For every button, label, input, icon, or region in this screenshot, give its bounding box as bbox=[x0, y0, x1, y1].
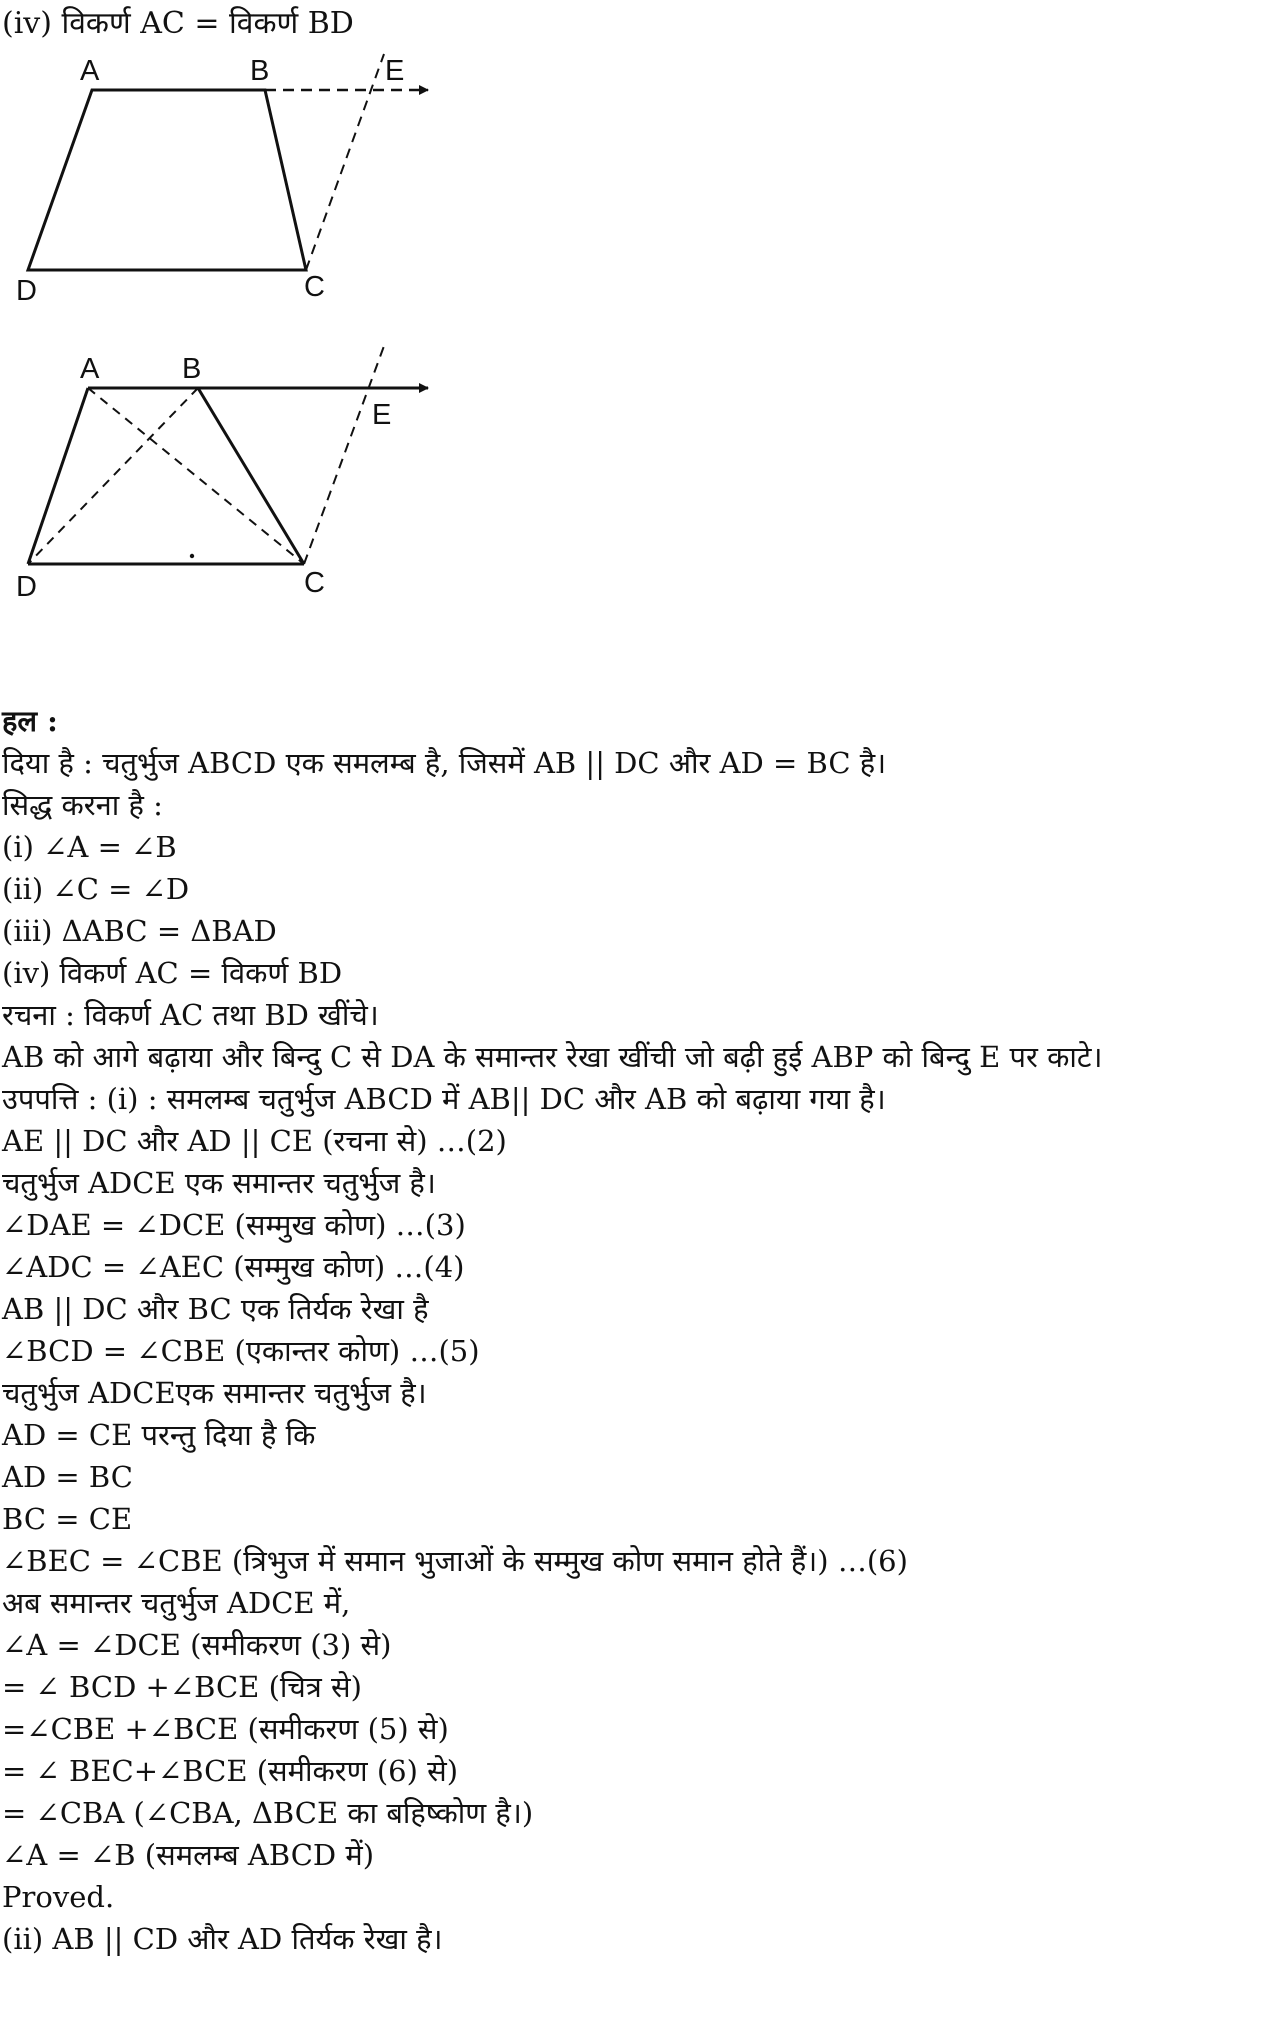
proof-line: चतुर्भुज ADCEएक समान्तर चतुर्भुज है। bbox=[2, 1376, 427, 1410]
proof-line: ∠A = ∠DCE (समीकरण (3) से) bbox=[2, 1628, 392, 1662]
vertex-label-a: A bbox=[80, 353, 100, 385]
proof-line: = ∠ BEC+∠BCE (समीकरण (6) से) bbox=[2, 1754, 459, 1788]
proof-line: AD = CE परन्तु दिया है कि bbox=[2, 1418, 316, 1452]
to-prove-item: (iv) विकर्ण AC = विकर्ण BD bbox=[2, 956, 343, 990]
stray-dot bbox=[190, 554, 194, 558]
figure-trapezium-1 bbox=[0, 50, 460, 310]
vertex-label-e: E bbox=[372, 399, 392, 431]
side-ad bbox=[28, 388, 88, 564]
vertex-label-e: E bbox=[385, 55, 405, 87]
vertex-label-a: A bbox=[80, 55, 100, 87]
proof-line: ∠ADC = ∠AEC (सम्मुख कोण) …(4) bbox=[2, 1250, 465, 1284]
vertex-label-d: D bbox=[16, 275, 37, 307]
diagonal-bd bbox=[28, 388, 198, 564]
to-prove-item: (i) ∠A = ∠B bbox=[2, 830, 177, 864]
diagonal-ac bbox=[88, 388, 304, 564]
proof-line: AE || DC और AD || CE (रचना से) …(2) bbox=[2, 1124, 507, 1158]
figure-1-svg bbox=[0, 50, 460, 310]
vertex-label-d: D bbox=[16, 571, 37, 603]
to-prove-item: (ii) ∠C = ∠D bbox=[2, 872, 190, 906]
proof-line: = ∠ BCD +∠BCE (चित्र से) bbox=[2, 1670, 362, 1704]
proof-line: ∠DAE = ∠DCE (सम्मुख कोण) …(3) bbox=[2, 1208, 466, 1242]
proof-line: ∠A = ∠B (समलम्ब ABCD में) bbox=[2, 1838, 375, 1872]
construction-line: AB को आगे बढ़ाया और बिन्दु C से DA के समान्तर रेखा खींची जो बढ़ी हुई ABP को बिन्दु E पर काटे। bbox=[2, 1040, 1103, 1074]
proof-line: BC = CE bbox=[2, 1502, 133, 1536]
to-prove-label: सिद्ध करना है : bbox=[2, 788, 163, 822]
figure-trapezium-2 bbox=[0, 346, 460, 606]
solution-heading: हल : bbox=[2, 704, 58, 738]
proved-label: Proved. bbox=[2, 1880, 115, 1914]
trapezium-outline bbox=[28, 90, 306, 270]
vertex-label-c: C bbox=[304, 567, 325, 599]
proof-line: AB || DC और BC एक तिर्यक रेखा है bbox=[2, 1292, 429, 1326]
proof-line: ∠BEC = ∠CBE (त्रिभुज में समान भुजाओं के सम्मुख कोण समान होते हैं।) …(6) bbox=[2, 1544, 908, 1578]
proof-line: अब समान्तर चतुर्भुज ADCE में, bbox=[2, 1586, 351, 1620]
top-heading: (iv) विकर्ण AC = विकर्ण BD bbox=[2, 6, 354, 41]
proof-line: = ∠CBA (∠CBA, ΔBCE का बहिष्कोण है।) bbox=[2, 1796, 534, 1830]
to-prove-item: (iii) ΔABC = ΔBAD bbox=[2, 914, 277, 948]
proof-line: AD = BC bbox=[2, 1460, 133, 1494]
figure-2-svg bbox=[0, 346, 460, 606]
dashed-line-ce bbox=[306, 54, 384, 270]
given-statement: दिया है : चतुर्भुज ABCD एक समलम्ब है, जिसमें AB || DC और AD = BC है। bbox=[2, 746, 887, 780]
side-bc bbox=[198, 388, 304, 564]
proof-line: ∠BCD = ∠CBE (एकान्तर कोण) …(5) bbox=[2, 1334, 480, 1368]
proof-line: =∠CBE +∠BCE (समीकरण (5) से) bbox=[2, 1712, 449, 1746]
proof-line: (ii) AB || CD और AD तिर्यक रेखा है। bbox=[2, 1922, 443, 1956]
vertex-label-b: B bbox=[250, 55, 270, 87]
vertex-label-c: C bbox=[304, 271, 325, 303]
solution-text bbox=[2, 700, 1264, 1960]
dashed-line-ce bbox=[304, 346, 384, 564]
vertex-label-b: B bbox=[182, 353, 202, 385]
proof-line: चतुर्भुज ADCE एक समान्तर चतुर्भुज है। bbox=[2, 1166, 436, 1200]
construction-line: रचना : विकर्ण AC तथा BD खींचे। bbox=[2, 998, 379, 1032]
proof-line: उपपत्ति : (i) : समलम्ब चतुर्भुज ABCD में AB|| DC और AB को बढ़ाया गया है। bbox=[2, 1082, 886, 1116]
